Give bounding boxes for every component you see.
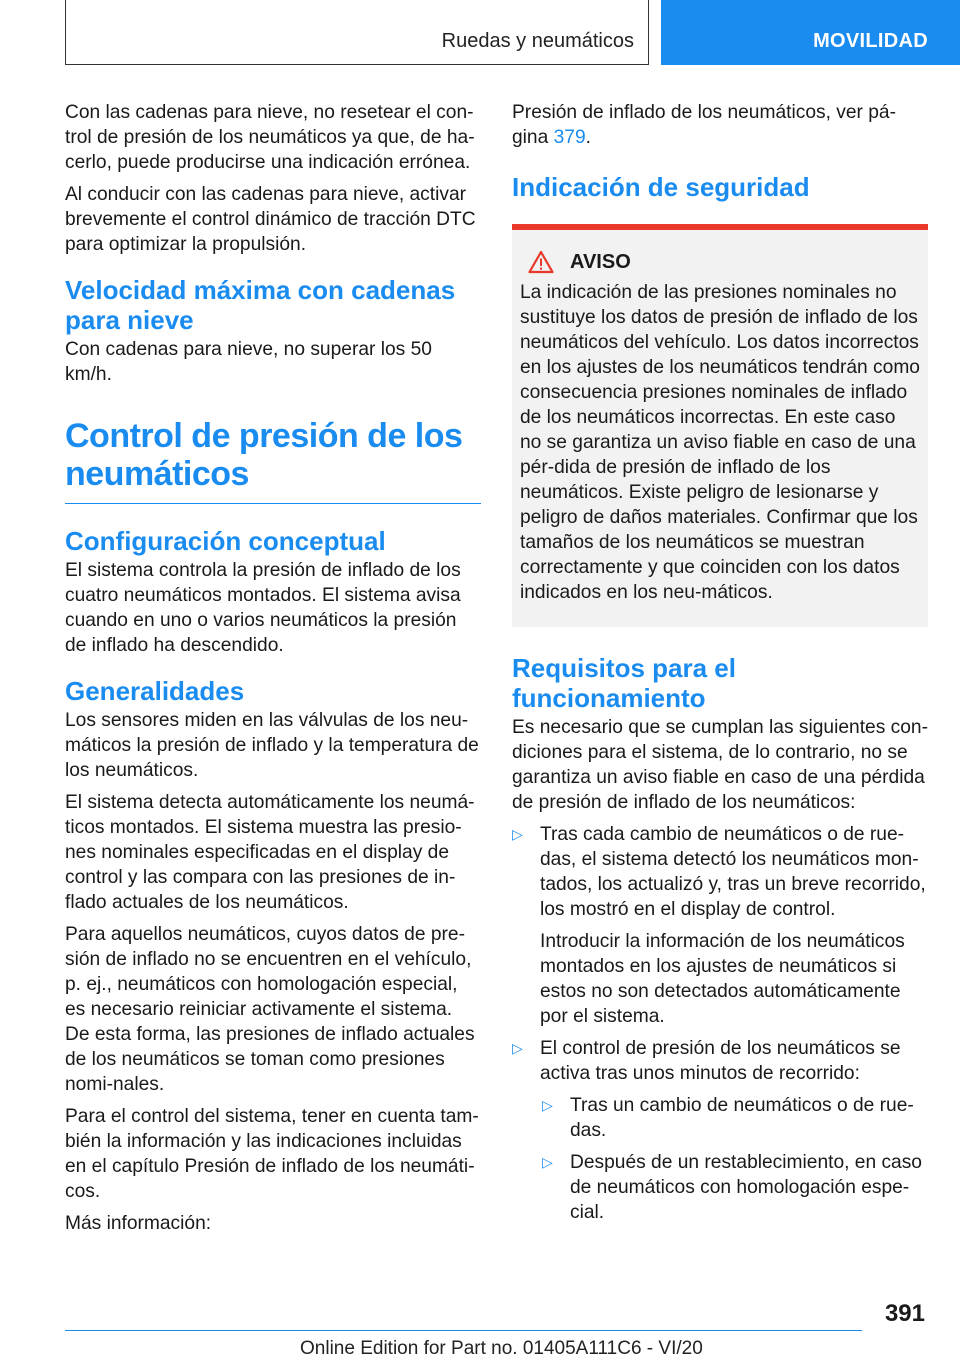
right-column <box>512 100 928 1232</box>
list-item-text: Tras un cambio de neumáticos o de rue-das. <box>570 1095 914 1141</box>
list-item <box>512 822 928 1029</box>
heading-velocidad: Velocidad máxima con cadenas para nieve <box>65 275 456 335</box>
bullet-triangle-icon: ▷ <box>542 1154 553 1170</box>
paragraph: Con cadenas para nieve, no superar los 50 km/h. <box>65 339 432 385</box>
header-chapter-tab[interactable] <box>661 0 960 65</box>
sub-list-item <box>512 1093 928 1143</box>
warning-box <box>512 224 928 627</box>
warning-triangle-icon <box>528 250 554 274</box>
reference-end: . <box>585 127 591 148</box>
paragraph: El sistema controla la presión de inflado de los cuatro neumáticos montados. El sistema avisa cuando en uno o varios neumáticos la presión de inflado ha descendido. <box>65 560 461 656</box>
heading-generalidades: Generalidades <box>65 676 245 706</box>
paragraph-reference <box>512 100 928 150</box>
paragraph: Al conducir con las cadenas para nieve, activar brevemente el control dinámico de tracción DTC para optimizar la propulsión. <box>65 184 476 255</box>
paragraph: Para aquellos neumáticos, cuyos datos de pre-sión de inflado no se encuentren en el vehículo, p. ej., neumáticos con homologación especial, es necesario reiniciar activamente el sistema. De esta forma, las presiones de inflado actuales de los neumáticos se toman como presiones nomi-nales. <box>65 924 475 1095</box>
header-section <box>65 0 649 65</box>
paragraph: Con las cadenas para nieve, no resetear el con-trol de presión de los neumáticos ya que, de ha-cerlo, puede producirse una indicación errónea. <box>65 102 475 173</box>
left-column <box>65 100 481 1243</box>
heading-seguridad: Indicación de seguridad <box>512 172 810 202</box>
page-link[interactable]: 379 <box>553 127 586 148</box>
reference-text: Presión de inflado de los neumáticos, ver pá-gina <box>512 102 896 148</box>
heading-requisitos: Requisitos para el funcionamiento <box>512 653 736 713</box>
list-item-text: Después de un restablecimiento, en caso de neumáticos con homologación espe-cial. <box>570 1152 922 1223</box>
list-item-text: Tras cada cambio de neumáticos o de rue-das, el sistema detectó los neumáticos mon-tados, los actualizó y, tras un breve recorrido, los mostró en el display de control. <box>540 824 926 920</box>
bullet-triangle-icon: ▷ <box>542 1097 553 1113</box>
header-section-title: Ruedas y neumáticos <box>441 30 634 52</box>
paragraph: El sistema detecta automáticamente los neumá-ticos montados. El sistema muestra las presio-nes nominales especificadas en el display de control y las compara con las presiones de in-flado actuales de los neumáticos. <box>65 792 475 913</box>
header-chapter-label: MOVILIDAD <box>813 30 928 52</box>
paragraph: Los sensores miden en las válvulas de los neu-máticos la presión de inflado y la temperatura de los neumáticos. <box>65 710 479 781</box>
sub-list-item <box>512 1150 928 1225</box>
heading-configuracion: Configuración conceptual <box>65 526 386 556</box>
paragraph: Para el control del sistema, tener en cuenta tam-bién la información y las indicaciones incluidas en el capítulo Presión de inflado de los neumáti-cos. <box>65 1106 479 1202</box>
warning-text: La indicación de las presiones nominales no sustituye los datos de presión de inflado de los neumáticos del vehículo. Los datos incorrectos en los ajustes de los neumáticos tendrán como consecuencia presiones nominales de inflado de los neumáticos incorrectas. En este caso no se garantiza un aviso fiable en caso de una pér-dida de presión de inflado de los neumáticos. Existe peligro de lesionarse y peligro de daños materiales. Confirmar que los tamaños de los neumáticos se muestran correctamente y que coinciden con los datos indicados en los neu-máticos. <box>520 282 920 603</box>
paragraph: Más información: <box>65 1213 212 1234</box>
bullet-triangle-icon: ▷ <box>512 826 523 842</box>
chapter-title: Control de presión de los neumáticos <box>65 417 481 504</box>
footer-divider <box>65 1330 862 1331</box>
page-number: 391 <box>884 1300 925 1327</box>
bullet-triangle-icon: ▷ <box>512 1040 523 1056</box>
list-item-text: El control de presión de los neumáticos se activa tras unos minutos de recorrido: <box>540 1038 901 1084</box>
paragraph: Es necesario que se cumplan las siguientes con-diciones para el sistema, de lo contrario, no se garantiza un aviso fiable en caso de una pérdida de presión de inflado de los neumáticos: <box>512 717 928 813</box>
warning-title <box>520 250 920 274</box>
footer-edition: Online Edition for Part no. 01405A111C6 - VI/20 <box>300 1338 703 1359</box>
list-item <box>512 1036 928 1086</box>
list-item-note: Introducir la información de los neumáticos montados en los ajustes de neumáticos si estos no son detectados automáticamente por el sistema. <box>540 931 905 1027</box>
warning-label: AVISO <box>570 250 631 273</box>
